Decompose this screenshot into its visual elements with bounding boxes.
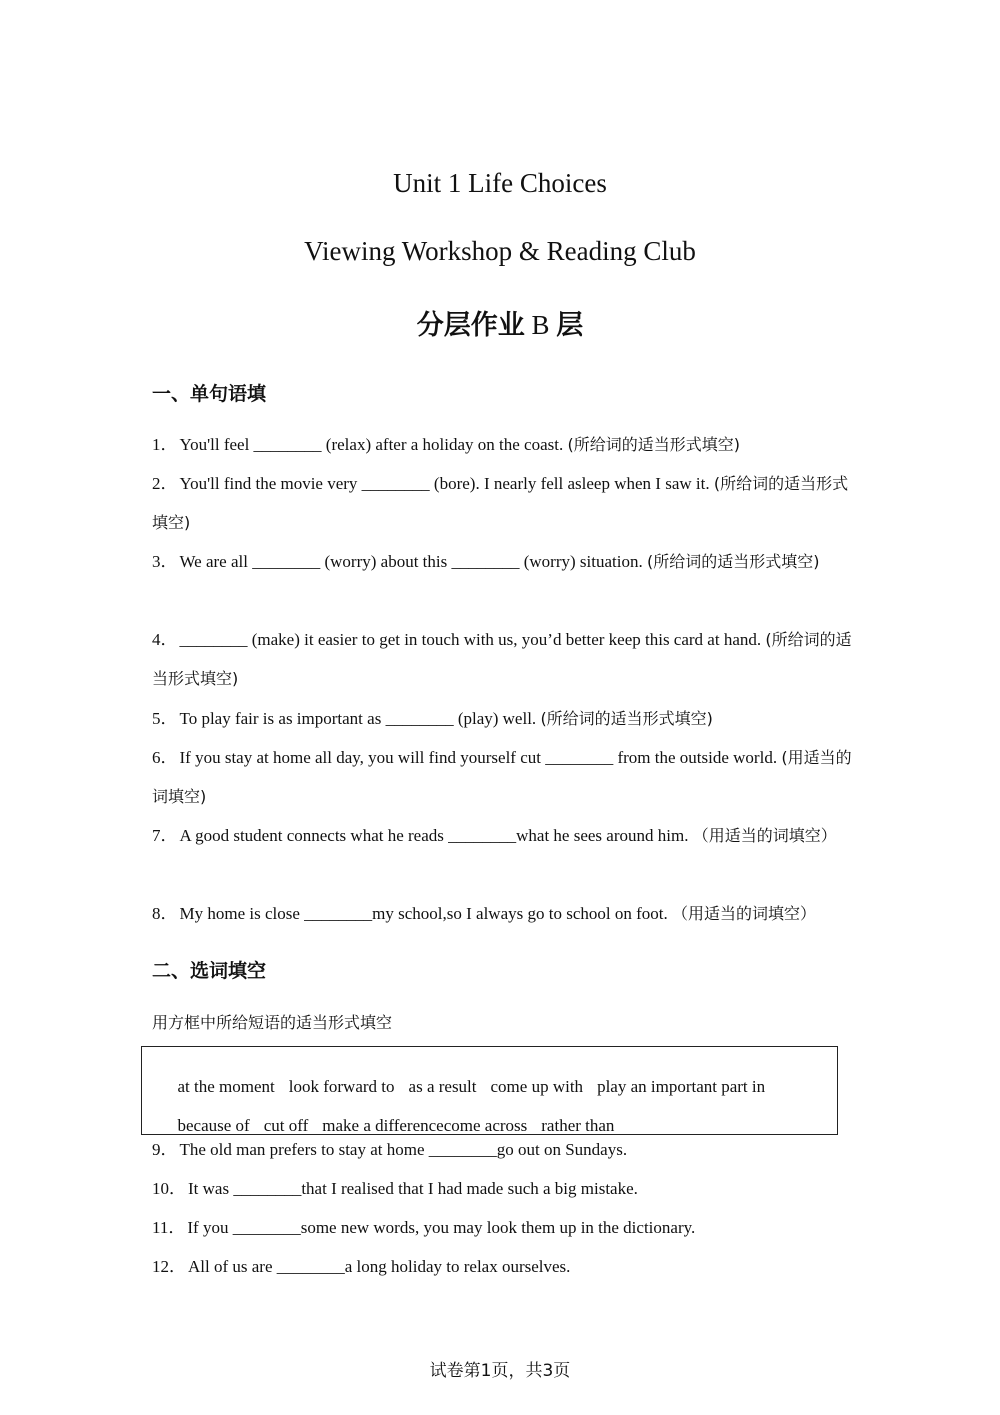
question-6: 6． If you stay at home all day, you will find yourself cut ________ from the outside world. (用适当的词填空) bbox=[152, 748, 852, 806]
word-bank-phrase: because of bbox=[177, 1116, 250, 1135]
question-2: 2． You'll find the movie very ________ (bore). I nearly fell asleep when I saw it. (所给词的适当形式填空) bbox=[152, 474, 849, 532]
word-bank-phrase: make a differencecome across bbox=[322, 1116, 528, 1135]
word-bank-box bbox=[141, 1046, 838, 1135]
question-1: 1． You'll feel ________ (relax) after a holiday on the coast. (所给词的适当形式填空) bbox=[152, 435, 740, 454]
homework-level-title: 分层作业 B 层 bbox=[416, 310, 584, 341]
word-bank-phrase: come up with bbox=[490, 1077, 584, 1096]
question-8: 8． My home is close ________my school,so I always go to school on foot. （用适当的词填空） bbox=[152, 904, 817, 923]
section2-heading: 二、选词填空 bbox=[152, 960, 267, 982]
question-3: 3． We are all ________ (worry) about this ________ (worry) situation. (所给词的适当形式填空) bbox=[152, 552, 820, 571]
word-bank-phrase: rather than bbox=[541, 1116, 615, 1135]
question-5: 5． To play fair is as important as ________ (play) well. (所给词的适当形式填空) bbox=[152, 709, 713, 728]
question-10: 10． It was ________that I realised that I had made such a big mistake. bbox=[152, 1179, 638, 1198]
word-bank-phrase: at the moment bbox=[177, 1077, 275, 1096]
question-11: 11． If you ________some new words, you may look them up in the dictionary. bbox=[152, 1218, 696, 1237]
section2-instruction: 用方框中所给短语的适当形式填空 bbox=[152, 1013, 393, 1032]
question-4: 4． ________ (make) it easier to get in touch with us, you’d better keep this card at hand. (所给词的适当形式填空) bbox=[152, 630, 852, 688]
page-footer: 试卷第1页，共3页 bbox=[429, 1361, 571, 1381]
question-12: 12． All of us are ________a long holiday to relax ourselves. bbox=[152, 1257, 571, 1276]
question-9: 9． The old man prefers to stay at home ________go out on Sundays. bbox=[152, 1140, 628, 1159]
word-bank-phrase: as a result bbox=[408, 1077, 477, 1096]
word-bank-phrase: look forward to bbox=[288, 1077, 395, 1096]
lesson-subtitle: Viewing Workshop & Reading Club bbox=[304, 236, 696, 266]
unit-title: Unit 1 Life Choices bbox=[393, 168, 607, 198]
word-bank-phrase: play an important part in bbox=[597, 1077, 766, 1096]
section1-heading: 一、单句语填 bbox=[152, 383, 267, 405]
word-bank-phrase: cut off bbox=[263, 1116, 309, 1135]
question-7: 7． A good student connects what he reads ________what he sees around him. （用适当的词填空） bbox=[152, 826, 837, 845]
